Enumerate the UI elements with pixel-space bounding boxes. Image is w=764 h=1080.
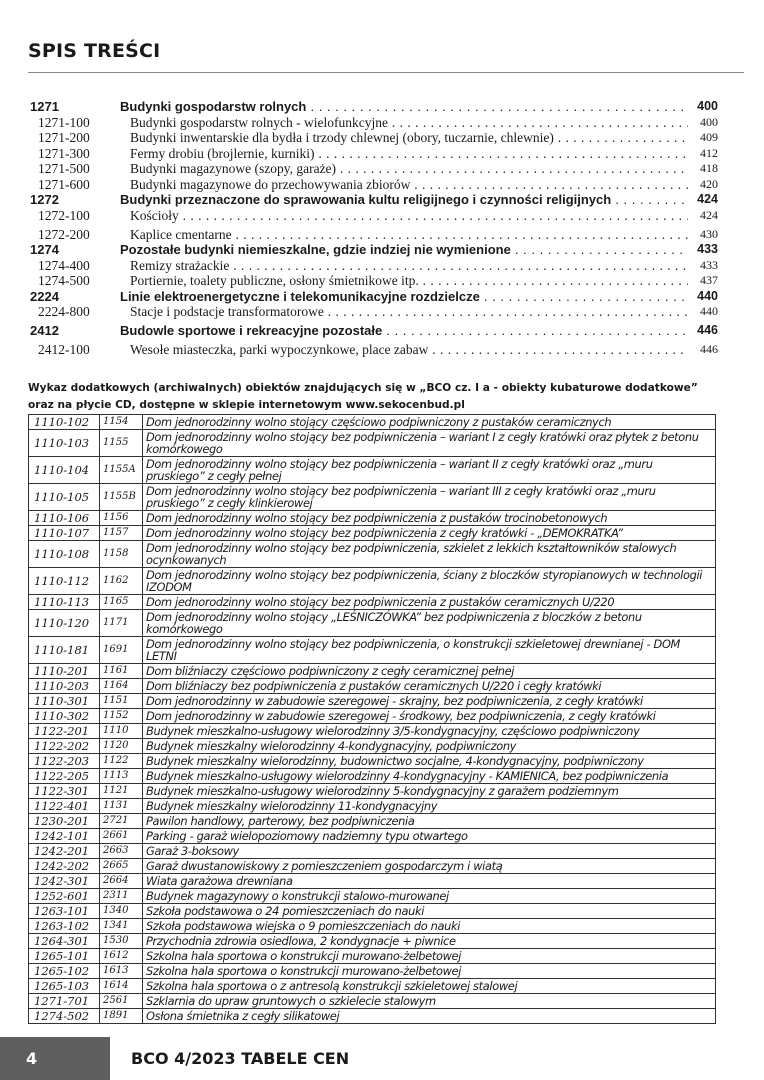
archive-number-cell: 1161 xyxy=(100,664,143,679)
archive-description-cell: Szkolna hala sportowa o z antresolą konstrukcji szkieletowej stalowej xyxy=(143,979,716,994)
archive-number-cell: 1152 xyxy=(100,709,143,724)
archive-description-cell: Szkoła podstawowa wiejska o 9 pomieszczeniach do nauki xyxy=(143,919,716,934)
archive-code-cell: 1110-120 xyxy=(29,610,100,637)
toc-entry-page: 420 xyxy=(700,176,718,191)
archive-number-cell: 1122 xyxy=(100,754,143,769)
archive-number-cell: 1157 xyxy=(100,526,143,541)
archive-description-cell: Garaż dwustanowiskowy z pomieszczeniem gospodarczym i wiatą xyxy=(143,859,716,874)
archive-number-cell: 2661 xyxy=(100,829,143,844)
archive-description-cell: Budynek magazynowy o konstrukcji stalowo-murowanej xyxy=(143,889,716,904)
archive-description-cell: Dom jednorodzinny w zabudowie szeregowej - skrajny, bez podpiwniczenia, z cegły kratówki xyxy=(143,694,716,709)
table-row xyxy=(29,874,716,889)
archive-description-cell: Dom jednorodzinny wolno stojący bez podpiwniczenia – wariant II z cegły kratówki oraz „muru pruskiego” z cegły pełnej xyxy=(143,457,716,484)
archive-description-cell: Dom jednorodzinny wolno stojący bez podpiwniczenia z pustaków trocinobetonowych xyxy=(143,511,716,526)
archive-number-cell: 1155A xyxy=(100,457,143,484)
archive-code-cell: 1122-401 xyxy=(29,799,100,814)
toc-entry-page: 430 xyxy=(700,226,718,241)
archive-number-cell: 2664 xyxy=(100,874,143,889)
archive-code-cell: 1110-104 xyxy=(29,457,100,484)
table-row xyxy=(29,754,716,769)
toc-entry xyxy=(28,342,718,361)
archive-number-cell: 1613 xyxy=(100,964,143,979)
archive-code-cell: 1264-301 xyxy=(29,934,100,949)
toc-entry xyxy=(28,177,718,193)
archive-code-cell: 1110-203 xyxy=(29,679,100,694)
toc-entry-code: 1274-500 xyxy=(38,273,90,288)
table-row xyxy=(29,814,716,829)
table-row xyxy=(29,799,716,814)
toc-entry-title: Wesołe miasteczka, parki wypoczynkowe, place zabaw . . . xyxy=(130,342,688,357)
archive-description-cell: Budynek mieszkalny wielorodzinny, budownictwo socjalne, 4-kondygnacyjny, podpiwniczony xyxy=(143,754,716,769)
archive-intro-text: Wykaz dodatkowych (archiwalnych) obiektów znajdujących się w „BCO cz. I a - obiekty kubaturowe dodatkowe” oraz na płycie CD, dostępne w sklepie internetowym www.sekocenbud.pl xyxy=(28,382,698,411)
archive-code-cell: 1110-112 xyxy=(29,568,100,595)
toc-entry xyxy=(28,115,718,131)
toc-entry-title: Budowle sportowe i rekreacyjne pozostałe . . . xyxy=(120,323,688,338)
table-row xyxy=(29,430,716,457)
archive-description-cell: Dom jednorodzinny wolno stojący bez podpiwniczenia, o konstrukcji szkieletowej drewnianej - DOM LETNI xyxy=(143,637,716,664)
archive-description-cell: Dom jednorodzinny wolno stojący bez podpiwniczenia – wariant III z cegły kratówki oraz „muru pruskiego” z cegły klinkierowej xyxy=(143,484,716,511)
archive-code-cell: 1110-103 xyxy=(29,430,100,457)
toc-entry-code: 1271 xyxy=(30,99,59,114)
archive-number-cell: 1113 xyxy=(100,769,143,784)
archive-description-cell: Dom jednorodzinny wolno stojący bez podpiwniczenia – wariant I z cegły kratówki oraz płytek z betonu komórkowego xyxy=(143,430,716,457)
toc-entry-page: 400 xyxy=(700,114,718,129)
archive-number-cell: 1171 xyxy=(100,610,143,637)
archive-number-cell: 1121 xyxy=(100,784,143,799)
archive-number-cell: 1156 xyxy=(100,511,143,526)
archive-code-cell: 1110-201 xyxy=(29,664,100,679)
archive-description-cell: Budynek mieszkalny wielorodzinny 4-kondygnacyjny, podpiwniczony xyxy=(143,739,716,754)
table-row xyxy=(29,859,716,874)
toc-entry-title: Budynki inwentarskie dla bydła i trzody chlewnej (obory, tuczarnie, chlewnie) . . . xyxy=(130,130,688,145)
archive-code-cell: 1110-301 xyxy=(29,694,100,709)
archive-number-cell: 1120 xyxy=(100,739,143,754)
archive-number-cell: 1341 xyxy=(100,919,143,934)
table-row xyxy=(29,709,716,724)
table-of-contents xyxy=(28,99,718,361)
archive-code-cell: 1110-108 xyxy=(29,541,100,568)
toc-entry-page: 424 xyxy=(700,207,718,222)
toc-entry-code: 1271-100 xyxy=(38,114,90,130)
toc-entry-code: 1272-100 xyxy=(38,207,90,223)
archive-description-cell: Szkolna hala sportowa o konstrukcji murowano-żelbetowej xyxy=(143,964,716,979)
archive-code-cell: 1122-201 xyxy=(29,724,100,739)
table-row xyxy=(29,784,716,799)
toc-entry-code: 2412-100 xyxy=(38,342,90,357)
toc-entry xyxy=(28,242,718,258)
toc-entry-page: 440 xyxy=(700,304,718,318)
toc-entry-code: 1271-600 xyxy=(38,176,90,192)
archive-description-cell: Dom jednorodzinny wolno stojący bez podpiwniczenia, szkielet z lekkich kształtowników stalowych ocynkowanych xyxy=(143,541,716,568)
table-row xyxy=(29,694,716,709)
archive-code-cell: 1242-101 xyxy=(29,829,100,844)
archive-description-cell: Dom jednorodzinny wolno stojący „LEŚNICZÓWKA” bez podpiwniczenia z bloczków z betonu komórkowego xyxy=(143,610,716,637)
table-row xyxy=(29,595,716,610)
toc-entry-code: 2224 xyxy=(30,288,59,304)
table-row xyxy=(29,415,716,430)
archive-code-cell: 1122-202 xyxy=(29,739,100,754)
archive-number-cell: 1131 xyxy=(100,799,143,814)
footer-page-number: 4 xyxy=(26,1049,38,1068)
toc-entry-code: 1271-300 xyxy=(38,145,90,161)
archive-description-cell: Dom bliźniaczy bez podpiwniczenia z pustaków ceramicznych U/220 i cegły kratówki xyxy=(143,679,716,694)
archive-code-cell: 1265-102 xyxy=(29,964,100,979)
table-row xyxy=(29,949,716,964)
toc-entry-title: Kościoły . . . xyxy=(130,208,688,223)
toc-entry-page: 440 xyxy=(697,288,718,303)
archive-code-cell: 1110-113 xyxy=(29,595,100,610)
toc-entry-title: Remizy strażackie . . . xyxy=(130,258,688,273)
toc-entry-page: 412 xyxy=(700,145,718,160)
toc-entry-page: 424 xyxy=(697,192,718,206)
toc-entry-title: Kaplice cmentarne . . . xyxy=(130,227,688,242)
toc-entry-title: Budynki gospodarstw rolnych - wielofunkcyjne . . . xyxy=(130,115,688,130)
archive-code-cell: 1110-181 xyxy=(29,637,100,664)
toc-entry-page: 409 xyxy=(700,130,718,144)
archive-description-cell: Budynek mieszkalno-usługowy wielorodzinny 3/5-kondygnacyjny, częściowo podpiwniczony xyxy=(143,724,716,739)
archive-description-cell: Przychodnia zdrowia osiedlowa, 2 kondygnacje + piwnice xyxy=(143,934,716,949)
toc-entry-title: Budynki magazynowe do przechowywania zbiorów . . . xyxy=(130,177,688,192)
toc-entry-code: 1274 xyxy=(30,242,59,257)
table-row xyxy=(29,889,716,904)
archive-number-cell: 1155B xyxy=(100,484,143,511)
toc-entry-title: Linie elektroenergetyczne i telekomunikacyjne rozdzielcze . . . xyxy=(120,289,688,304)
archive-code-cell: 1274-502 xyxy=(29,1009,100,1024)
archive-number-cell: 2665 xyxy=(100,859,143,874)
table-row xyxy=(29,934,716,949)
table-row xyxy=(29,568,716,595)
archive-description-cell: Dom jednorodzinny w zabudowie szeregowej - środkowy, bez podpiwniczenia, z cegły kratówki xyxy=(143,709,716,724)
footer-page-box xyxy=(0,1037,110,1080)
archive-description-cell: Dom jednorodzinny wolno stojący bez podpiwniczenia z pustaków ceramicznych U/220 xyxy=(143,595,716,610)
archive-description-cell: Wiata garażowa drewniana xyxy=(143,874,716,889)
archive-code-cell: 1122-301 xyxy=(29,784,100,799)
archive-code-cell: 1263-101 xyxy=(29,904,100,919)
table-row xyxy=(29,994,716,1009)
archive-number-cell: 1151 xyxy=(100,694,143,709)
toc-entry-code: 1271-500 xyxy=(38,161,90,176)
table-row xyxy=(29,511,716,526)
toc-entry-page: 418 xyxy=(700,161,718,175)
toc-entry xyxy=(28,227,718,243)
archive-description-cell: Osłona śmietnika z cegły silikatowej xyxy=(143,1009,716,1024)
archive-description-cell: Pawilon handlowy, parterowy, bez podpiwniczenia xyxy=(143,814,716,829)
table-row xyxy=(29,610,716,637)
archive-code-cell: 1242-301 xyxy=(29,874,100,889)
toc-entry-page: 446 xyxy=(700,342,718,356)
table-row xyxy=(29,979,716,994)
archive-description-cell: Szklarnia do upraw gruntowych o szkielecie stalowym xyxy=(143,994,716,1009)
archive-description-cell: Budynek mieszkalny wielorodzinny 11-kondygnacyjny xyxy=(143,799,716,814)
toc-entry xyxy=(28,289,718,305)
table-row xyxy=(29,457,716,484)
archive-description-cell: Dom jednorodzinny wolno stojący częściowo podpiwniczony z pustaków ceramicznych xyxy=(143,415,716,430)
archive-objects-table xyxy=(28,414,716,1024)
table-row xyxy=(29,739,716,754)
toc-entry xyxy=(28,146,718,162)
archive-number-cell: 1165 xyxy=(100,595,143,610)
toc-entry xyxy=(28,323,718,342)
table-row xyxy=(29,1009,716,1024)
archive-number-cell: 1530 xyxy=(100,934,143,949)
archive-number-cell: 2663 xyxy=(100,844,143,859)
archive-code-cell: 1230-201 xyxy=(29,814,100,829)
toc-entry-code: 1271-200 xyxy=(38,130,90,145)
toc-entry xyxy=(28,161,718,177)
toc-entry-code: 2224-800 xyxy=(38,304,90,319)
toc-entry-title: Fermy drobiu (brojlernie, kurniki) . . . xyxy=(130,146,688,161)
archive-number-cell: 1110 xyxy=(100,724,143,739)
toc-entry-page: 433 xyxy=(697,242,718,256)
table-row xyxy=(29,679,716,694)
toc-entry-title: Budynki przeznaczone do sprawowania kultu religijnego i czynności religijnych . . . xyxy=(120,192,688,207)
table-row xyxy=(29,769,716,784)
archive-number-cell: 1154 xyxy=(100,415,143,430)
archive-number-cell: 2311 xyxy=(100,889,143,904)
toc-entry-title: Budynki magazynowe (szopy, garaże) . . . xyxy=(130,161,688,176)
archive-description-cell: Garaż 3-boksowy xyxy=(143,844,716,859)
toc-entry xyxy=(28,192,718,208)
toc-entry xyxy=(28,208,718,227)
toc-entry-page: 433 xyxy=(700,257,718,272)
archive-code-cell: 1110-105 xyxy=(29,484,100,511)
table-row xyxy=(29,964,716,979)
archive-code-cell: 1242-201 xyxy=(29,844,100,859)
toc-entry-code: 1274-400 xyxy=(38,257,90,273)
table-row xyxy=(29,724,716,739)
archive-code-cell: 1242-202 xyxy=(29,859,100,874)
archive-code-cell: 1122-205 xyxy=(29,769,100,784)
toc-entry xyxy=(28,304,718,323)
toc-entry-code: 2412 xyxy=(30,323,59,338)
toc-entry-code: 1272-200 xyxy=(38,226,90,242)
table-row xyxy=(29,919,716,934)
table-row xyxy=(29,526,716,541)
archive-code-cell: 1110-302 xyxy=(29,709,100,724)
archive-description-cell: Budynek mieszkalno-usługowy wielorodzinny 4-kondygnacyjny - KAMIENICA, bez podpiwniczenia xyxy=(143,769,716,784)
archive-number-cell: 1691 xyxy=(100,637,143,664)
toc-entry xyxy=(28,130,718,146)
archive-description-cell: Parking - garaż wielopoziomowy nadziemny typu otwartego xyxy=(143,829,716,844)
archive-code-cell: 1263-102 xyxy=(29,919,100,934)
table-row xyxy=(29,844,716,859)
archive-description-cell: Szkolna hala sportowa o konstrukcji murowano-żelbetowej xyxy=(143,949,716,964)
toc-entry-page: 437 xyxy=(700,273,718,287)
archive-description-cell: Dom jednorodzinny wolno stojący bez podpiwniczenia, ściany z bloczków styropianowych w technologii IZODOM xyxy=(143,568,716,595)
archive-description-cell: Dom bliźniaczy częściowo podpiwniczony z cegły ceramicznej pełnej xyxy=(143,664,716,679)
toc-entry-page: 400 xyxy=(697,99,718,113)
toc-entry-title: Budynki gospodarstw rolnych . . . xyxy=(120,99,688,114)
archive-description-cell: Budynek mieszkalno-usługowy wielorodzinny 5-kondygnacyjny z garażem podziemnym xyxy=(143,784,716,799)
page-title: SPIS TREŚCI xyxy=(28,40,161,62)
table-row xyxy=(29,637,716,664)
archive-number-cell: 1614 xyxy=(100,979,143,994)
archive-code-cell: 1265-101 xyxy=(29,949,100,964)
archive-description-cell: Dom jednorodzinny wolno stojący bez podpiwniczenia z cegły kratówki - „DEMOKRATKA” xyxy=(143,526,716,541)
archive-code-cell: 1265-103 xyxy=(29,979,100,994)
archive-number-cell: 1162 xyxy=(100,568,143,595)
toc-entry-title: Stacje i podstacje transformatorowe . . . xyxy=(130,304,688,319)
toc-entry-page: 446 xyxy=(697,323,718,337)
toc-entry xyxy=(28,258,718,274)
archive-number-cell: 2561 xyxy=(100,994,143,1009)
footer-publication-title: BCO 4/2023 TABELE CEN xyxy=(131,1049,350,1068)
title-divider xyxy=(28,72,744,73)
toc-entry xyxy=(28,99,718,115)
archive-number-cell: 2721 xyxy=(100,814,143,829)
archive-code-cell: 1110-107 xyxy=(29,526,100,541)
table-row xyxy=(29,541,716,568)
toc-entry-title: Portiernie, toalety publiczne, osłony śmietnikowe itp. . . . xyxy=(130,273,688,288)
archive-number-cell: 1155 xyxy=(100,430,143,457)
archive-code-cell: 1271-701 xyxy=(29,994,100,1009)
table-row xyxy=(29,484,716,511)
toc-entry-title: Pozostałe budynki niemieszkalne, gdzie indziej nie wymienione . . . xyxy=(120,242,688,257)
archive-number-cell: 1340 xyxy=(100,904,143,919)
archive-code-cell: 1122-203 xyxy=(29,754,100,769)
archive-description-cell: Szkoła podstawowa o 24 pomieszczeniach do nauki xyxy=(143,904,716,919)
toc-entry-code: 1272 xyxy=(30,192,59,207)
archive-number-cell: 1891 xyxy=(100,1009,143,1024)
archive-number-cell: 1164 xyxy=(100,679,143,694)
archive-number-cell: 1612 xyxy=(100,949,143,964)
archive-code-cell: 1252-601 xyxy=(29,889,100,904)
table-row xyxy=(29,904,716,919)
table-row xyxy=(29,829,716,844)
archive-code-cell: 1110-102 xyxy=(29,415,100,430)
table-row xyxy=(29,664,716,679)
toc-entry xyxy=(28,273,718,289)
archive-number-cell: 1158 xyxy=(100,541,143,568)
archive-code-cell: 1110-106 xyxy=(29,511,100,526)
